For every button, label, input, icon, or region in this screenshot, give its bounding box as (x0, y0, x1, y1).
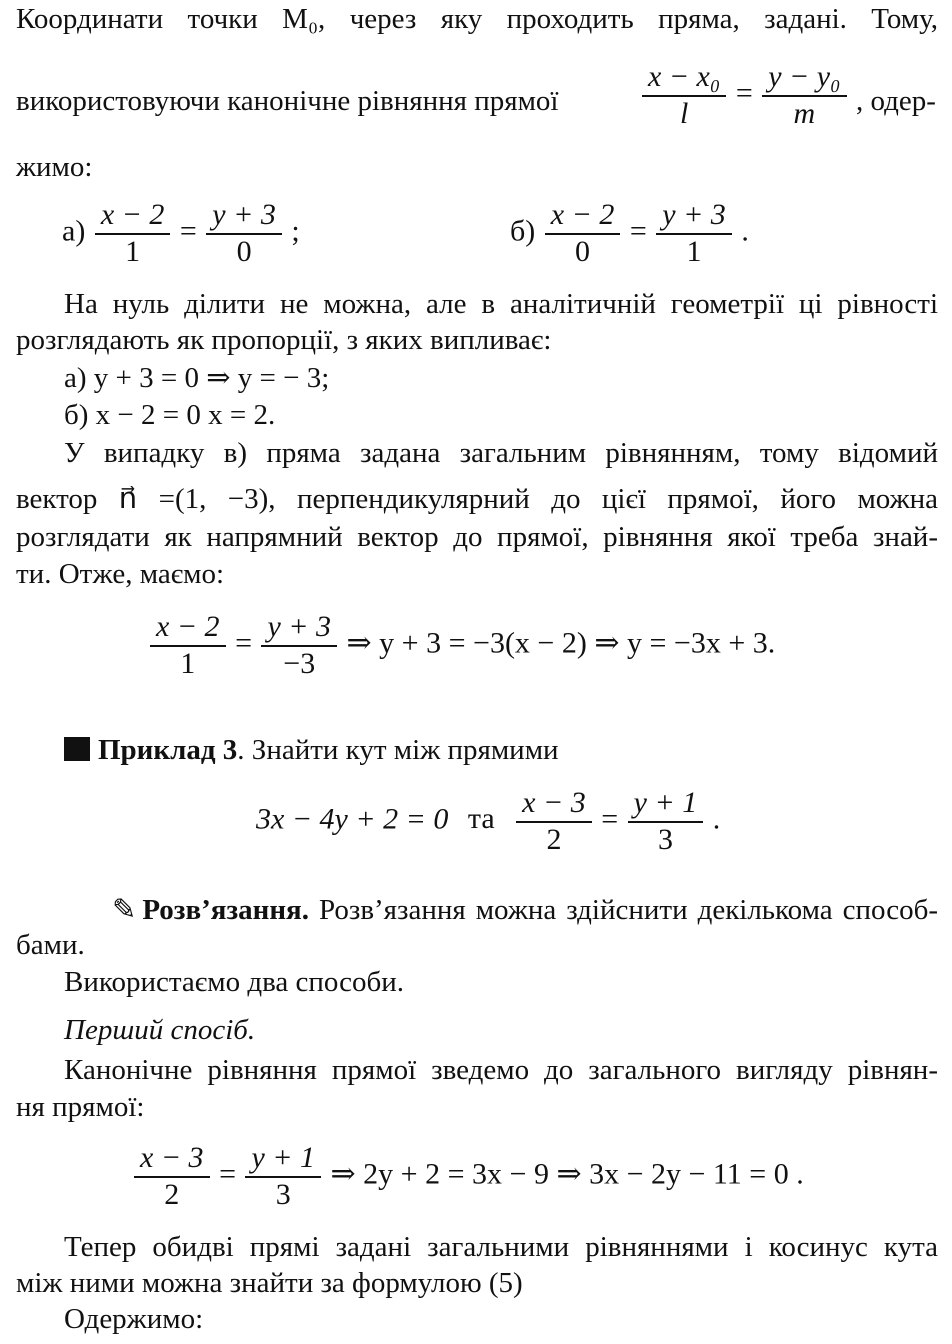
method-1-title: Перший спосіб. (64, 1014, 256, 1046)
equals-sign: = (179, 214, 197, 248)
paragraph-4-line-1: Тепер обидві прямі задані загальними рівняннями і косинус кута (64, 1231, 938, 1263)
method-1-line-1: Канонічне рівняння прямої зведемо до загального вигляду рівнян- (64, 1054, 938, 1086)
fraction: $\frac{x - 3}{2}$ (516, 786, 592, 857)
equation-1-rest: ⇒ y + 3 = −3(x − 2) ⇒ y = −3x + 3. (346, 626, 776, 660)
fraction: $\frac{y + 3}{1}$ (656, 198, 732, 269)
equals-sign: = (235, 626, 252, 660)
fraction: $\frac{x - 3}{2}$ (134, 1141, 210, 1212)
equation-3-rest: ⇒ 2y + 2 = 3x − 9 ⇒ 3x − 2y − 11 = 0 . (330, 1157, 804, 1191)
paragraph-1-line-2 (16, 84, 558, 119)
fraction: $\frac{y + 3}{-3}$ (261, 610, 337, 681)
solution-line-1: ✎ Розв’язання. Розв’язання можна здійснити декількома способ- (16, 893, 938, 928)
fraction: $\frac{y + 3}{0}$ (206, 198, 282, 269)
equation-1 (148, 610, 775, 681)
case-a-equation: а) $\frac{x - 2}{1}$ = $\frac{y + 3}{0}$ ; (62, 198, 300, 268)
fraction: $\frac{y + 1}{3}$ (245, 1141, 321, 1212)
paragraph-4-line-2: між ними можна знайти за формулою (5) (16, 1267, 523, 1299)
pencil-icon: ✎ (112, 894, 137, 926)
case-b-equation: б) $\frac{x - 2}{0}$ = $\frac{y + 3}{1}$ . (510, 198, 749, 268)
fraction: $\frac{x - 2}{1}$ (95, 198, 171, 269)
fraction: $\frac{x - 2}{0}$ (545, 198, 621, 269)
equals-sign: = (735, 76, 753, 110)
solution-line-3: Використаємо два способи. (64, 966, 405, 998)
equals-sign: = (219, 1157, 236, 1191)
black-square-icon (64, 737, 90, 761)
equals-sign: = (601, 802, 619, 836)
paragraph-1-line-2-tail: , одер- (856, 85, 936, 117)
example-label: Приклад 3 (98, 734, 238, 766)
method-1-line-2: ня прямої: (16, 1091, 145, 1123)
equals-sign: = (629, 214, 647, 248)
canonical-equation (640, 60, 849, 131)
paragraph-2-line-4: б) x − 2 = 0 x = 2. (64, 399, 276, 431)
paragraph-3-line-4: ти. Отже, маємо: (16, 558, 225, 590)
paragraph-3-line-3: розглядати як напрямний вектор до прямої, рівняння якої треба знай- (16, 521, 938, 553)
paragraph-3-line-1: У випадку в) пряма задана загальним рівнянням, тому відомий (64, 437, 938, 469)
paragraph-2-line-2: розглядають як пропорції, з яких випливає: (16, 324, 552, 356)
fraction: $\frac{x - 2}{1}$ (150, 610, 226, 681)
paragraph-3-line-2: вектор n⃗ =(1, −3), перпендикулярний до цієї прямої, його можна (16, 483, 938, 515)
equation-2: 3x − 4y + 2 = 0 та $\frac{x - 3}{2}$ = $\frac{y + 1}{3}$ . (256, 786, 721, 856)
equation-3 (132, 1141, 804, 1212)
paragraph-2-line-3: а) y + 3 = 0 ⇒ y = − 3; (64, 362, 330, 394)
paragraph-1-line-2-text: використовуючи канонічне рівняння прямої (16, 85, 559, 117)
solution-line-2: бами. (16, 929, 85, 961)
fraction: $\frac{\text{y − y₀}}{m}$ (762, 60, 846, 131)
example-text: . Знайти кут між прямими (237, 734, 559, 766)
fraction: $\frac{y + 1}{3}$ (628, 786, 704, 857)
paragraph-1-line-3: жимо: (16, 151, 93, 183)
paragraph-4-line-3: Одержимо: (64, 1303, 204, 1335)
paragraph-2-line-1: На нуль ділити не можна, але в аналітичній геометрії ці рівності (64, 288, 938, 320)
paragraph-1-line-1: Координати точки M₀, через яку проходить пряма, задані. Тому, (16, 3, 938, 35)
fraction: $\frac{\text{x − x₀}}{l}$ (642, 60, 726, 131)
example-heading (64, 733, 559, 768)
